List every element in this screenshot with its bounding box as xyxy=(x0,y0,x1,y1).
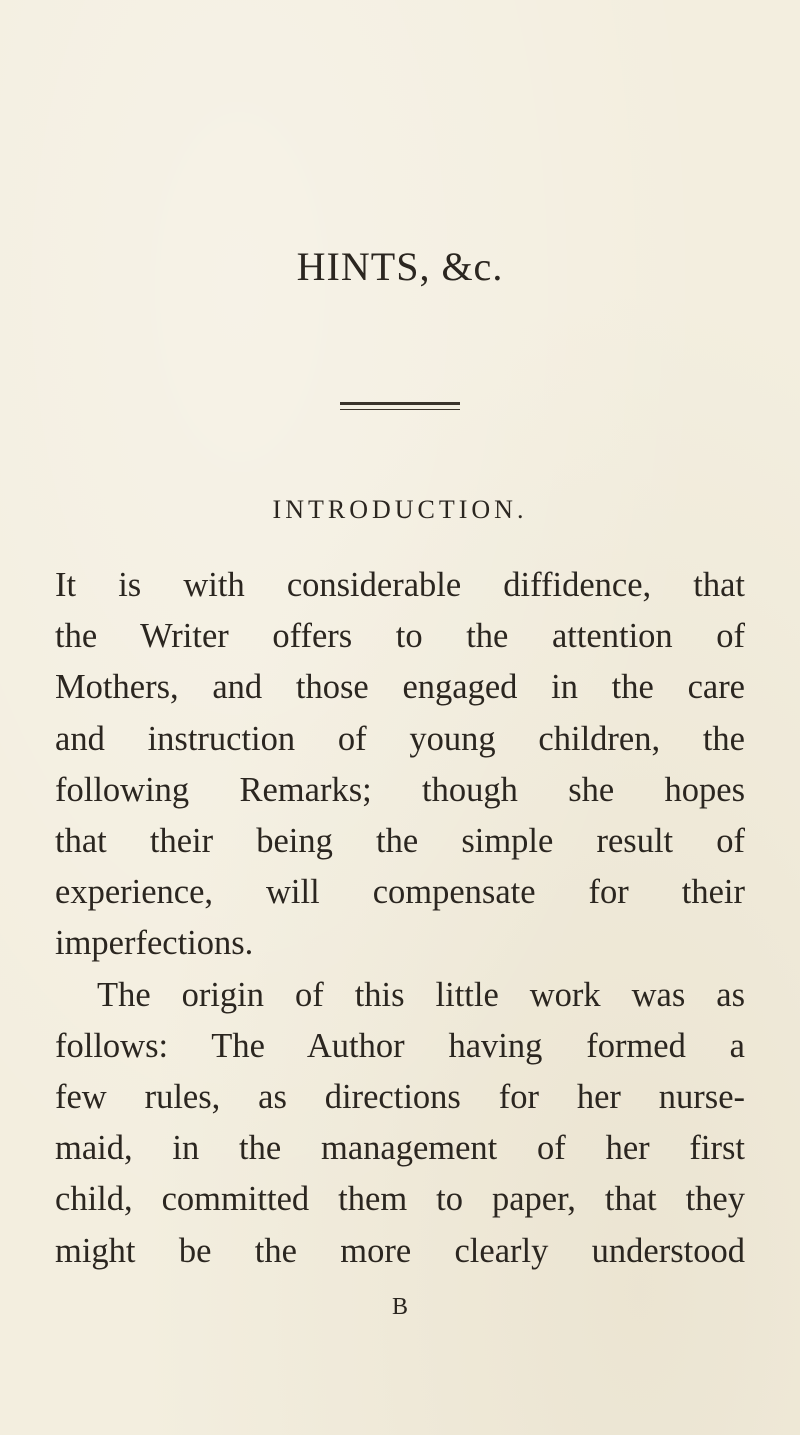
paragraph-1-line-7: experience, will compensate for their xyxy=(55,873,745,912)
body-text xyxy=(55,560,745,1277)
paragraph-2-line-3: few rules, as directions for her nurse- xyxy=(55,1078,745,1117)
paragraph-1-line-6: that their being the simple result of xyxy=(55,822,745,861)
paragraph-1-line-4: and instruction of young children, the xyxy=(55,719,745,758)
paragraph-2-line-5: child, committed them to paper, that they xyxy=(55,1180,745,1219)
signature-mark: B xyxy=(391,1294,408,1320)
title-rule-thick xyxy=(340,402,460,405)
title-rule-thin xyxy=(340,409,460,410)
paragraph-1-line-5: following Remarks; though she hopes xyxy=(55,770,745,809)
page-title: HINTS, &c. xyxy=(296,244,504,289)
paragraph-2-line-2: follows: The Author having formed a xyxy=(55,1026,745,1065)
paragraph-2-line-4: maid, in the management of her first xyxy=(55,1129,745,1168)
section-heading: INTRODUCTION. xyxy=(272,495,528,524)
paragraph-2-line-6: might be the more clearly understood xyxy=(55,1231,745,1270)
paragraph-1-line-8: imperfections. xyxy=(55,924,254,963)
paragraph-1-line-2: the Writer offers to the attention of xyxy=(55,617,745,656)
paragraph-1-line-3: Mothers, and those engaged in the care xyxy=(55,668,745,707)
paragraph-2-line-1: The origin of this little work was as xyxy=(97,975,745,1014)
paragraph-1-line-1: It is with considerable diffidence, that xyxy=(55,566,745,604)
